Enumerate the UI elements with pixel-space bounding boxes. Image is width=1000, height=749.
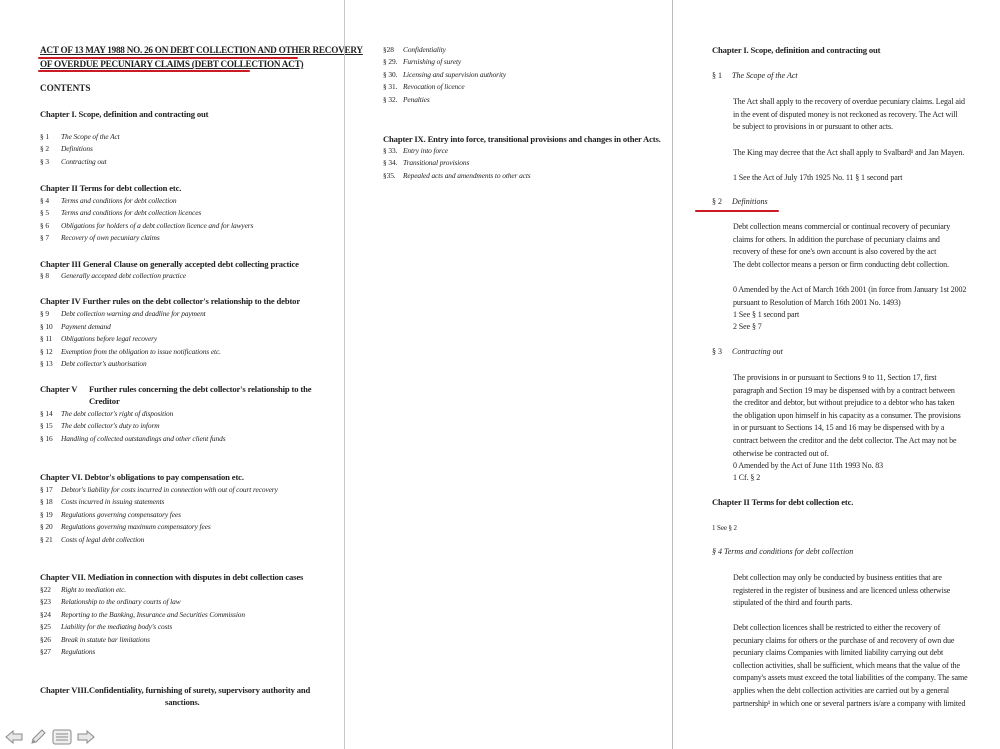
section-number: § 8 [40,271,49,280]
toc-item [383,82,465,91]
section-title: Definitions [732,197,768,206]
toc-item [40,359,147,368]
toc-item [40,157,107,166]
section-number: § 30. [383,69,398,79]
viewer-toolbar [4,728,96,746]
section-title: Relationship to the ordinary courts of law [61,597,181,607]
footnote: 0 Amended by the Act of June 11th 1993 No. 83 [733,461,884,470]
section-title: Obligations before legal recovery [61,334,158,343]
toc-item [40,635,150,644]
section-title: Generally accepted debt collection practice [61,271,186,280]
section-title: Confidentiality [403,45,446,54]
section-number: §28 [383,45,394,54]
section-number: §26 [40,634,51,644]
section-number: § 21 [40,534,53,544]
red-underline [38,70,250,72]
chapter-heading: Chapter VI. Debtor's obligations to pay compensation etc. [40,472,244,482]
back-button[interactable] [4,728,24,746]
section-number: § 16 [40,433,53,443]
contents-heading: CONTENTS [40,83,91,93]
section-title: Regulations governing compensatory fees [61,509,181,519]
toc-item [40,497,164,506]
section-title: Payment demand [61,321,111,331]
toc-item [40,522,211,531]
toc-item [40,144,93,153]
section-number: § 2 [40,144,49,154]
back-arrow-icon [5,730,23,744]
section-title: The debt collector's right of disposition [61,409,174,418]
toc-item [40,409,173,418]
footnote: 2 See § 7 [733,322,762,331]
toc-item [383,95,430,104]
toc-item [40,233,160,242]
section-title: Costs of legal debt collection [61,534,145,544]
chapter-heading: Chapter VIII.Confidentiality, furnishing of surety, supervisory authority and [40,685,311,695]
toc-item [40,597,181,606]
section-title: Obligations for holders of a debt collection licence and for lawyers [61,220,254,230]
act-title-line-1: ACT OF 13 MAY 1988 NO. 26 ON DEBT COLLECTION AND OTHER RECOVERY [40,45,363,55]
pencil-icon [29,728,47,746]
section-title: Regulations governing maximum compensatory fees [61,522,211,532]
chapter-heading: Chapter V [40,384,78,394]
section-title: Contracting out [732,347,783,356]
red-underline [695,210,779,212]
section-title: Reporting to the Banking, Insurance and Securities Commission [61,609,245,619]
section-title: The Scope of the Act [732,71,798,80]
section-title: Revocation of licence [403,82,465,92]
section-number: § 33. [383,146,398,155]
section-number: § 29. [383,57,398,67]
section-heading [712,197,768,206]
section-title: Furnishing of surety [403,57,462,67]
toc-item [40,510,181,519]
section-number: §27 [40,647,51,656]
toc-item [383,171,531,180]
section-title: Debt collection warning and deadline for payment [61,309,206,318]
section-title: Costs incurred in issuing statements [61,497,165,507]
section-number: § 32. [383,94,398,104]
chapter-heading: Chapter II Terms for debt collection etc. [40,183,182,193]
toc-item [40,647,95,656]
section-number: § 1 [40,132,49,141]
menu-button[interactable] [52,728,72,746]
section-title: Repealed acts and amendments to other acts [403,170,531,180]
page-column-1 [0,0,363,749]
section-number: § 6 [40,220,49,230]
toc-item [40,421,159,430]
toc-item [40,196,176,205]
section-number: § 18 [40,497,53,507]
section-number: § 19 [40,509,53,519]
toc-item [40,610,245,619]
section-title: Contracting out [61,156,107,166]
paragraph: Debt collection licences shall be restricted to either the recovery of pecuniary claims for others or the purchase of and recovery of own due pecuniary claims Companies with limited liability carrying out debt collection activities, shall be sufficient, which means that the value of the company's assets must exceed the total liabilities of the company. The same applies when the debt collection activities are carried out by a general partnership¹ in which one or several partners is/are a company with limited [733,623,968,708]
footnote: 1 See the Act of July 17th 1925 No. 11 § 1 second part [733,173,903,182]
paragraph: The King may decree that the Act shall apply to Svalbard¹ and Jan Mayen. [733,148,965,157]
toc-item [40,535,144,544]
toc-item [40,434,225,443]
section-number: § 20 [40,522,53,532]
page-column-3 [672,0,1000,749]
footnote: 1 See § 1 second part [733,310,800,319]
page-column-2 [344,0,673,749]
section-number: §23 [40,597,51,607]
section-title: Debtor's liability for costs incurred in connection with out of court recovery [61,485,278,494]
toc-item [40,334,157,343]
toc-item [383,158,469,167]
section-number: §25 [40,622,51,632]
section-title: Penalties [403,94,430,104]
toc-item [40,221,253,230]
section-title: The debt collector's duty to inform [61,421,160,431]
paragraph: Debt collection means commercial or continual recovery of pecuniary claims for others. In addition the purchase of pecuniary claims and recovery of these for one's own account is also covered by the act [733,222,951,257]
section-title: Definitions [61,144,93,154]
chapter-heading: Creditor [89,396,120,406]
section-title: Break in statute bar limitations [61,634,150,644]
list-icon [52,729,72,745]
section-number: § 15 [40,421,53,431]
forward-button[interactable] [76,728,96,746]
section-number: §22 [40,585,51,594]
section-number: § 5 [40,208,49,218]
chapter-heading: sanctions. [165,697,200,707]
toc-item [40,585,126,594]
section-heading [712,71,798,80]
section-title: Terms and conditions for debt collection [61,196,177,205]
toc-item [383,45,446,54]
toc-item [40,271,186,280]
chapter-heading: Chapter I. Scope, definition and contracting out [40,109,209,119]
section-number: § 14 [40,409,53,418]
section-title: Licensing and supervision authority [403,69,507,79]
section-number: § 3 [712,347,722,356]
section-heading [712,347,783,356]
section-title: Terms and conditions for debt collection licences [61,208,202,218]
toc-item [40,347,221,356]
chapter-heading: Chapter II Terms for debt collection etc. [712,497,854,507]
section-title: Right to mediation etc. [61,585,127,594]
toc-item [40,485,278,494]
section-number: § 1 [712,71,722,80]
section-heading: § 4 Terms and conditions for debt collection [712,547,854,556]
chapter-heading: Chapter III General Clause on generally accepted debt collecting practice [40,259,299,269]
section-number: § 9 [40,309,49,318]
footnote: 1 See § 2 [712,524,737,532]
section-number: § 12 [40,346,53,356]
section-number: § 3 [40,156,49,166]
toc-item [383,146,448,155]
forward-arrow-icon [77,730,95,744]
chapter-heading: Further rules concerning the debt collector's relationship to the [89,384,312,394]
section-title: Transitional provisions [403,158,470,168]
toc-item [40,622,172,631]
section-number: § 7 [40,233,49,243]
section-number: § 4 [40,196,49,205]
section-title: Entry into force [403,146,448,155]
paragraph: Debt collection may only be conducted by business entities that are registered in the register of business and are licenced unless otherwise stipulated of the third and fourth parts. [733,573,951,608]
toc-item [40,132,120,141]
toc-item [40,309,206,318]
section-title: Exemption from the obligation to issue notifications etc. [61,346,221,356]
section-number: § 13 [40,359,53,368]
paragraph: The debt collector means a person or firm conducting debt collection. [733,260,949,269]
chapter-heading: Chapter IV Further rules on the debt collector's relationship to the debtor [40,296,300,306]
section-number: § 2 [712,197,722,206]
section-title: Handling of collected outstandings and other client funds [61,433,226,443]
section-number: §35. [383,170,396,180]
act-title-line-2: OF OVERDUE PECUNIARY CLAIMS (DEBT COLLECTION ACT) [40,59,304,69]
section-number: § 34. [383,158,398,168]
toc-item [40,322,111,331]
chapter-heading: Chapter VII. Mediation in connection with disputes in debt collection cases [40,572,304,582]
footnote: 1 Cf. § 2 [733,473,761,482]
section-number: § 10 [40,321,53,331]
section-title: Debt collector's authorisation [61,359,147,368]
section-number: § 31. [383,82,398,92]
toc-item [383,70,506,79]
section-title: The Scope of the Act [61,132,120,141]
chapter-heading: Chapter I. Scope, definition and contracting out [712,45,881,55]
toc-item [383,57,461,66]
paragraph: The provisions in or pursuant to Sections 9 to 11, Section 17, first paragraph and Section 19 may be dispensed with by a contract between the creditor and debtor, but without prejudice to a debtor who has taken the obligation upon himself in his capacity as a consumer. The provisions in or pursuant to Sections 14, 15 and 16 may be dispensed with by a contract between the creditor and the debt collector. The Act may not be otherwise be contracted out of. [733,373,961,458]
chapter-heading: Chapter IX. Entry into force, transitional provisions and changes in other Acts. [383,134,661,144]
section-number: § 17 [40,485,53,494]
footnote: 0 Amended by the Act of March 16th 2001 (in force from January 1st 2002 pursuant to Resolution of March 16th 2001 No. 1493) [733,285,967,307]
section-title: Liability for the mediating body's costs [61,622,173,632]
annotate-button[interactable] [28,728,48,746]
toc-item [40,208,201,217]
section-number: §24 [40,609,51,619]
paragraph: The Act shall apply to the recovery of overdue pecuniary claims. Legal aid in the event of disputed money is not reckoned as recovery. The Act will be subject to provisions in or pursuant to other acts. [733,97,965,132]
section-number: § 11 [40,334,53,343]
section-title: Regulations [61,647,96,656]
section-title: Recovery of own pecuniary claims [61,233,160,243]
